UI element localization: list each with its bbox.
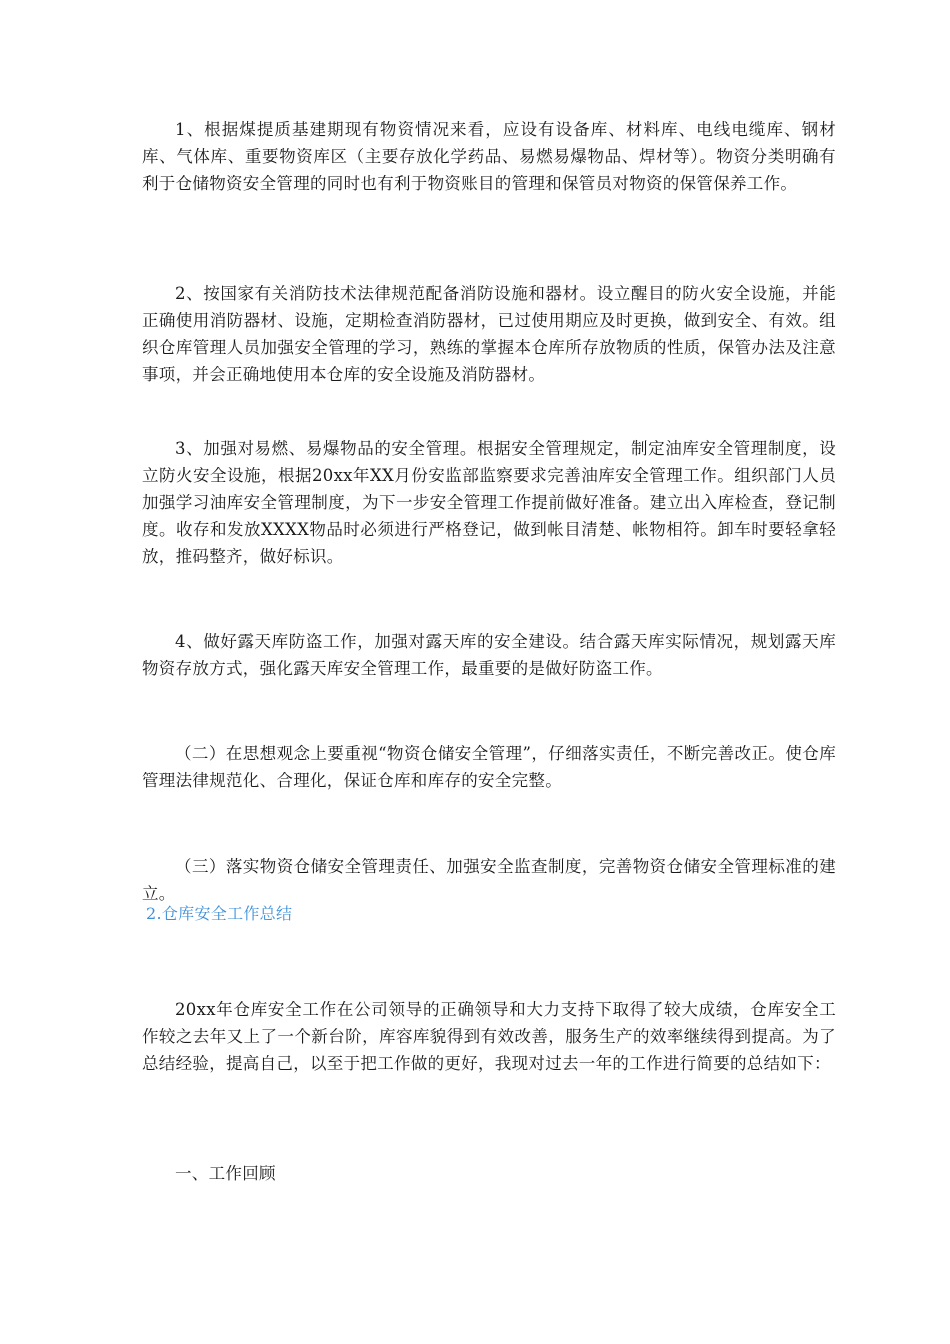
paragraph-open-storage-theft: 4、做好露天库防盗工作，加强对露天库的安全建设。结合露天库实际情况，规划露天库物资存放方式，强化露天库安全管理工作，最重要的是做好防盗工作。 <box>142 632 836 678</box>
paragraph-fire-safety: 2、按国家有关消防技术法律规范配备消防设施和器材。设立醒目的防火安全设施，并能正确使用消防器材、设施，定期检查消防器材，已过使用期应及时更换，做到安全、有效。组织仓库管理人员加强安全管理的学习，熟练的掌握本仓库所存放物质的性质，保管办法及注意事项，并会正确地使用本仓库的安全设施及消防器材。 <box>142 284 836 384</box>
paragraph-ideology: （二）在思想观念上要重视“物资仓储安全管理”，仔细落实责任，不断完善改正。使仓库管理法律规范化、合理化，保证仓库和库存的安全完整。 <box>142 744 836 790</box>
paragraph-flammable-management: 3、加强对易燃、易爆物品的安全管理。根据安全管理规定，制定油库安全管理制度，设立防火安全设施，根据20xx年XX月份安监部监察要求完善油库安全管理工作。组织部门人员加强学习油库安全管理制度，为下一步安全管理工作提前做好准备。建立出入库检查，登记制度。收存和发放XXXX物品时必须进行严格登记，做到帐目清楚、帐物相符。卸车时要轻拿轻放，推码整齐，做好标识。 <box>142 439 836 566</box>
section-heading-link[interactable]: 2.仓库安全工作总结 <box>146 904 293 923</box>
paragraph-work-review-heading: 一、工作回顾 <box>175 1164 276 1183</box>
paragraph-warehouse-classification: 1、根据煤提质基建期现有物资情况来看，应设有设备库、材料库、电线电缆库、钢材库、气体库、重要物资库区（主要存放化学药品、易燃易爆物品、焊材等）。物资分类明确有利于仓储物资安全管理的同时也有利于物资账目的管理和保管员对物资的保管保养工作。 <box>142 120 836 193</box>
paragraph-annual-summary: 20xx年仓库安全工作在公司领导的正确领导和大力支持下取得了较大成绩，仓库安全工作较之去年又上了一个新台阶，库容库貌得到有效改善，服务生产的效率继续得到提高。为了总结经验，提高自己，以至于把工作做的更好，我现对过去一年的工作进行简要的总结如下： <box>142 1000 836 1073</box>
paragraph-responsibility: （三）落实物资仓储安全管理责任、加强安全监查制度，完善物资仓储安全管理标准的建立。 <box>142 857 836 903</box>
